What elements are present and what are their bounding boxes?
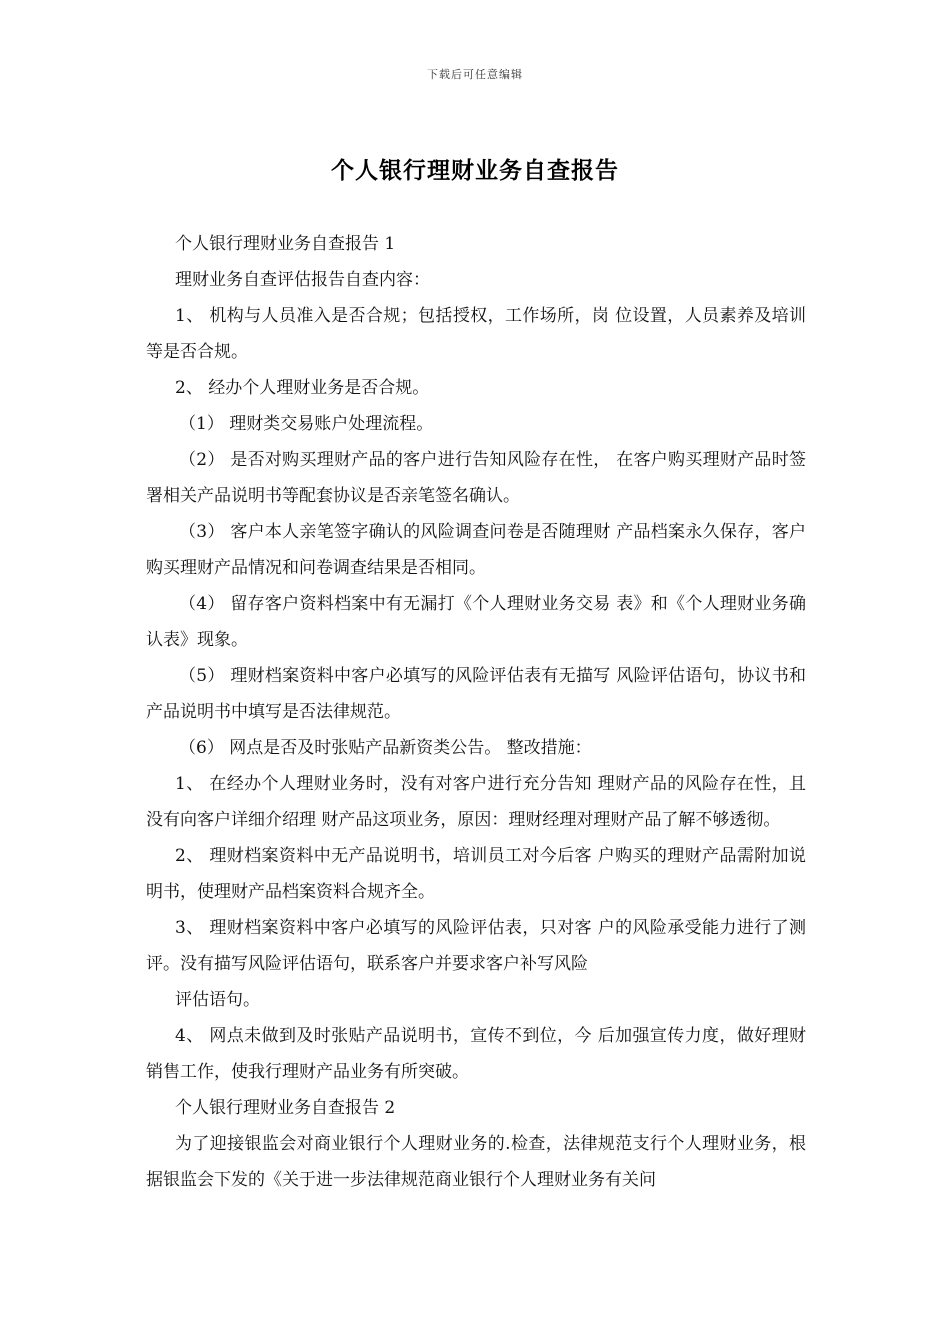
paragraph-subitem-5: （5） 理财档案资料中客户必填写的风险评估表有无描写 风险评估语句，协议书和产品说明书中填写是否法律规范。: [146, 666, 806, 722]
page-header-note: 下载后可任意编辑: [427, 68, 523, 81]
paragraph-self-check-content: 理财业务自查评估报告自查内容：: [175, 270, 430, 290]
paragraph-measure-3: 3、 理财档案资料中客户必填写的风险评估表，只对客 户的风险承受能力进行了测评。没有描写风险评估语句，联系客户并要求客户补写风险: [146, 918, 806, 974]
paragraph-measure-3-continued: 评估语句。: [175, 990, 260, 1010]
paragraph-item-2: 2、 经办个人理财业务是否合规。: [175, 378, 430, 398]
paragraph-subitem-3: （3） 客户本人亲笔签字确认的风险调查问卷是否随理财 产品档案永久保存，客户购买理财产品情况和问卷调查结果是否相同。: [146, 522, 806, 578]
paragraph-subitem-6: （6） 网点是否及时张贴产品新资类公告。 整改措施：: [179, 738, 592, 758]
document-title: 个人银行理财业务自查报告: [331, 157, 619, 184]
paragraph-report-2-intro: 为了迎接银监会对商业银行个人理财业务的.检查，法律规范支行个人理财业务，根据银监会下发的《关于进一步法律规范商业银行个人理财业务有关问: [146, 1134, 806, 1190]
paragraph-report-1-heading: 个人银行理财业务自查报告 1: [175, 234, 396, 254]
paragraph-measure-2: 2、 理财档案资料中无产品说明书，培训员工对今后客 户购买的理财产品需附加说明书，使理财产品档案资料合规齐全。: [146, 846, 806, 902]
paragraph-measure-1: 1、 在经办个人理财业务时，没有对客户进行充分告知 理财产品的风险存在性，且没有向客户详细介绍理 财产品这项业务，原因：理财经理对理财产品了解不够透彻。: [146, 774, 806, 830]
paragraph-item-1: 1、 机构与人员准入是否合规；包括授权，工作场所，岗 位设置，人员素养及培训等是否合规。: [146, 306, 806, 362]
paragraph-subitem-4: （4） 留存客户资料档案中有无漏打《个人理财业务交易 表》和《个人理财业务确认表》现象。: [146, 594, 806, 650]
document-body: [146, 226, 806, 1198]
paragraph-subitem-1: （1） 理财类交易账户处理流程。: [179, 414, 434, 434]
paragraph-subitem-2: （2） 是否对购买理财产品的客户进行告知风险存在性， 在客户购买理财产品时签署相关产品说明书等配套协议是否亲笔签名确认。: [146, 450, 806, 506]
paragraph-report-2-heading: 个人银行理财业务自查报告 2: [175, 1098, 396, 1118]
paragraph-measure-4: 4、 网点未做到及时张贴产品说明书，宣传不到位，今 后加强宣传力度，做好理财销售工作，使我行理财产品业务有所突破。: [146, 1026, 806, 1082]
